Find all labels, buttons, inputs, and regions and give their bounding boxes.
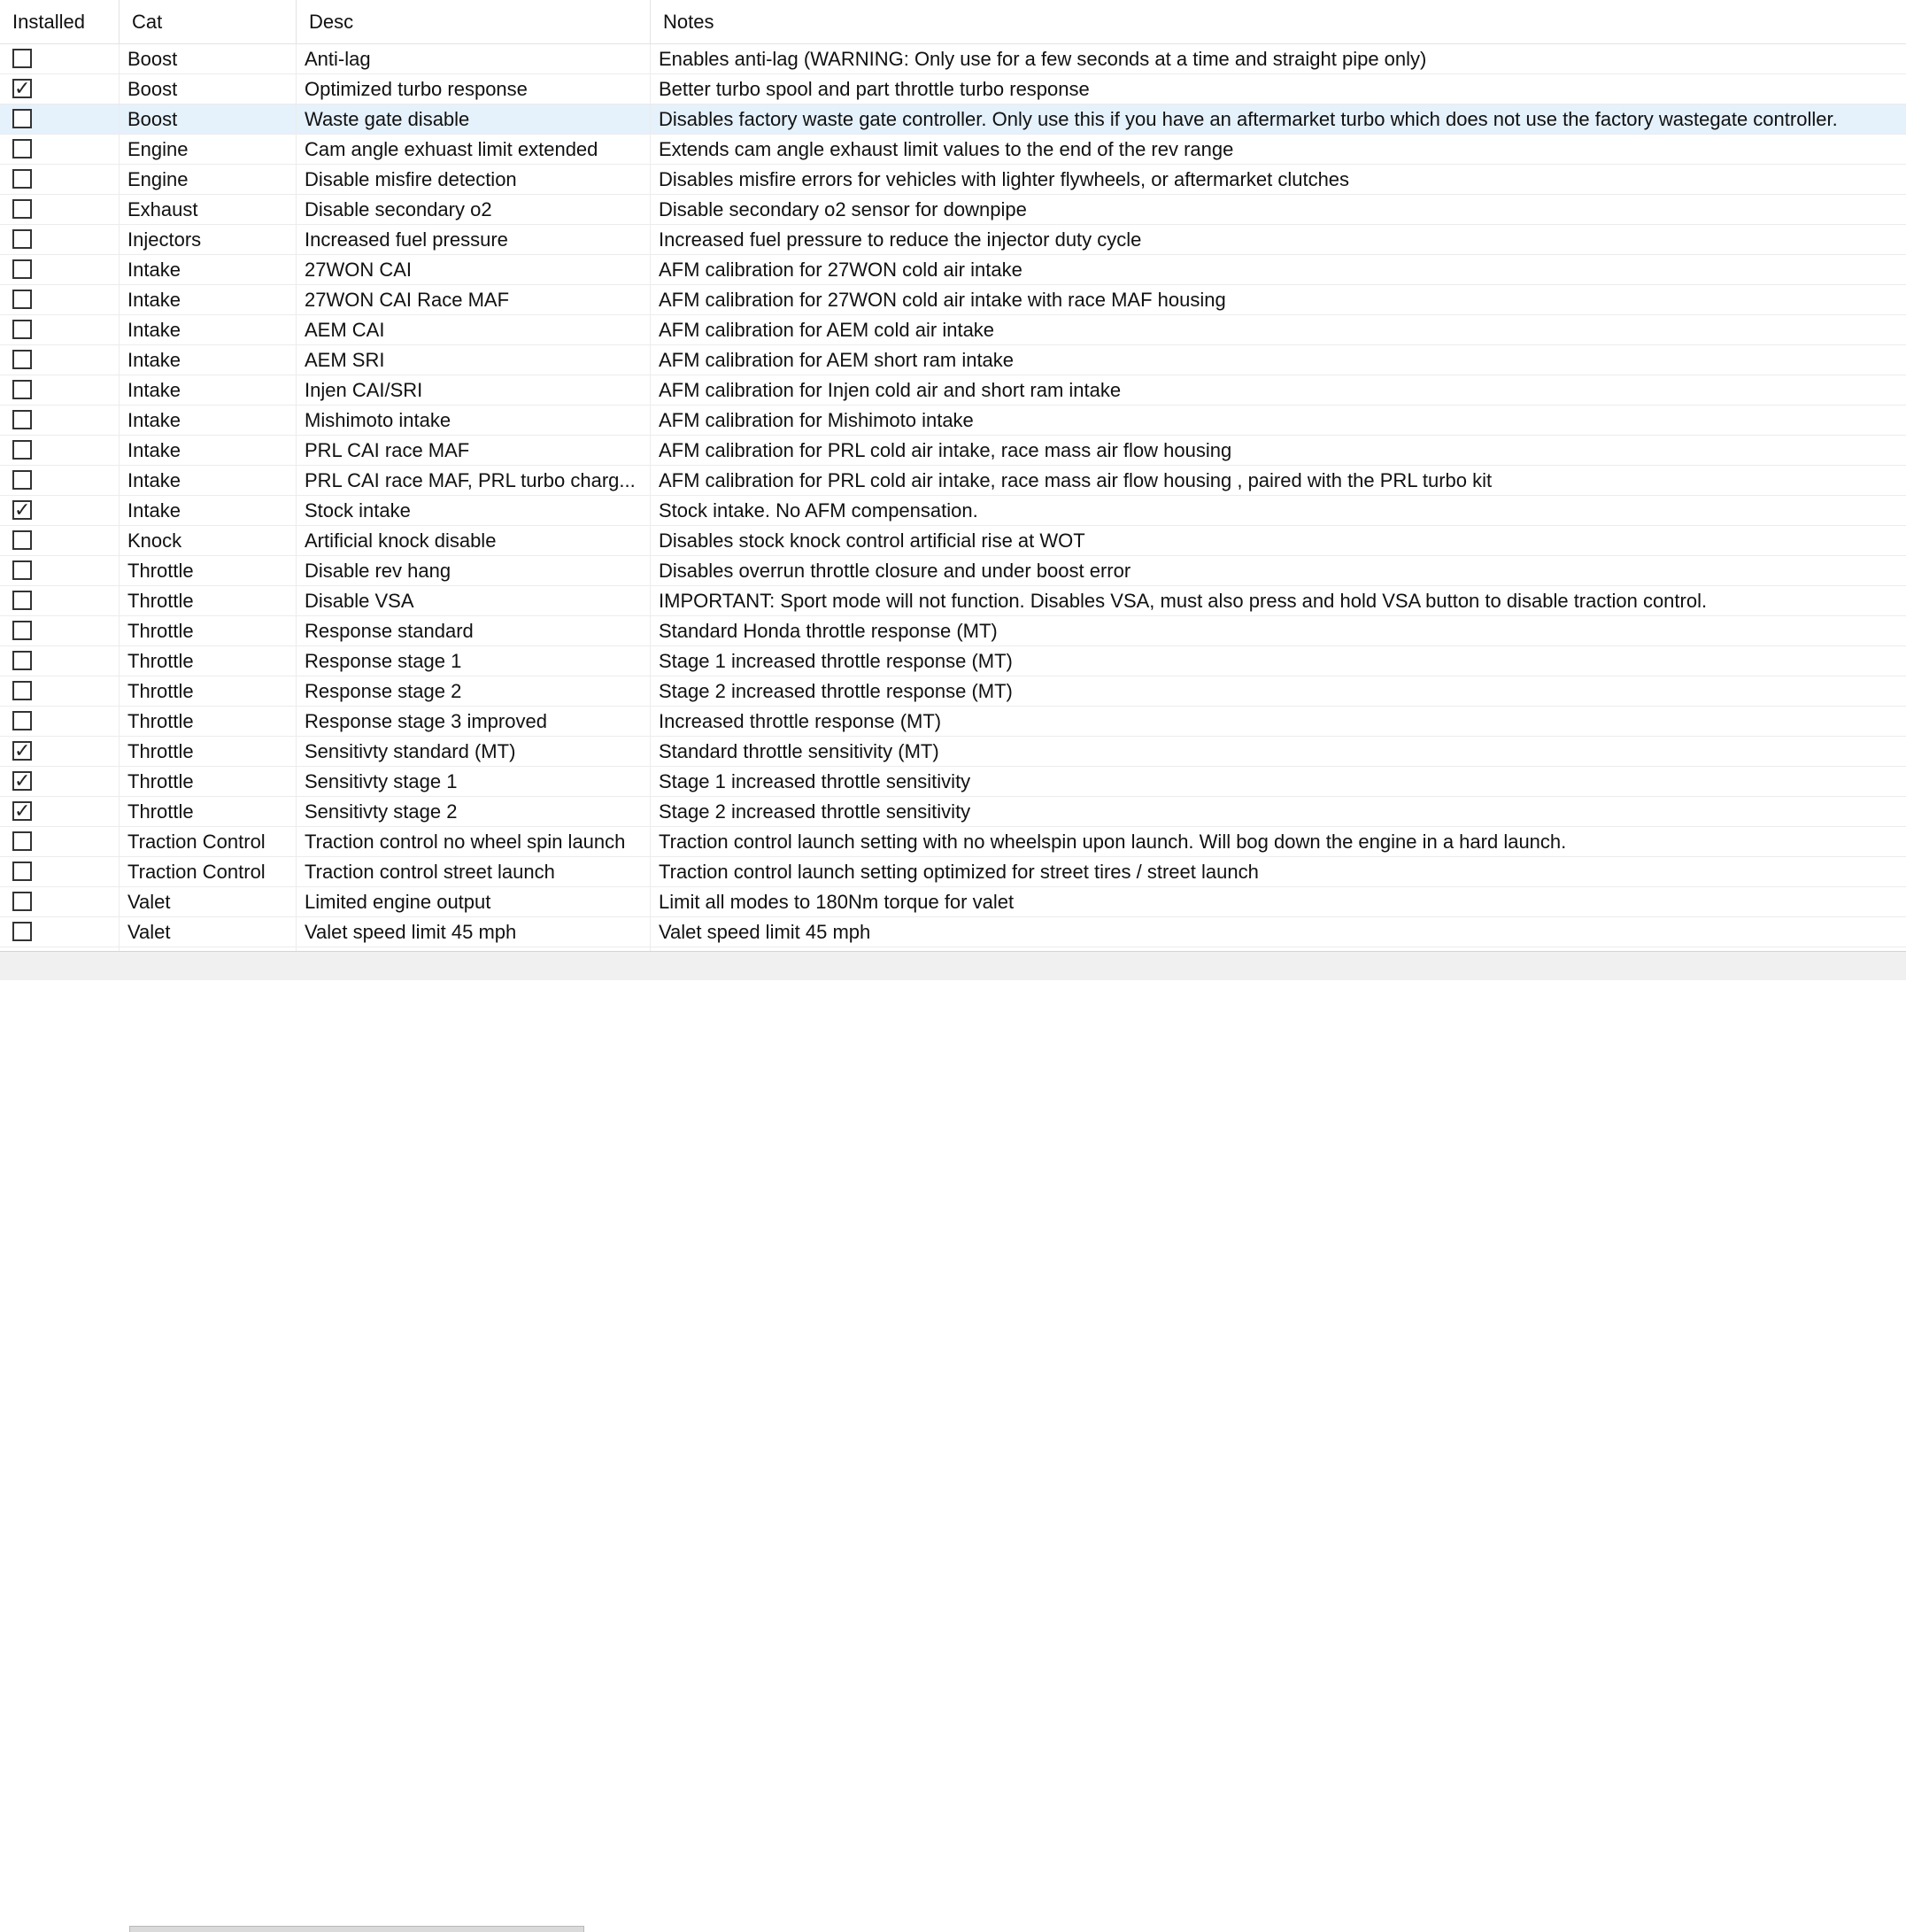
- installed-cell: [0, 857, 119, 886]
- table-row[interactable]: [0, 225, 1906, 255]
- installed-checkbox[interactable]: [12, 831, 32, 851]
- desc-cell: Response standard: [305, 620, 474, 642]
- notes-cell: AFM calibration for PRL cold air intake, race mass air flow housing: [659, 439, 1232, 461]
- installed-cell: [0, 135, 119, 164]
- cat-cell: Intake: [127, 259, 181, 281]
- desc-cell: Limited engine output: [305, 891, 491, 913]
- cat-cell: Intake: [127, 349, 181, 371]
- cat-cell: Exhaust: [127, 198, 198, 220]
- installed-cell: [0, 255, 119, 284]
- table-row[interactable]: [0, 104, 1906, 135]
- table-row[interactable]: [0, 797, 1906, 827]
- installed-checkbox[interactable]: [12, 801, 32, 821]
- desc-cell: Cam angle exhuast limit extended: [305, 138, 598, 160]
- horizontal-scrollbar-thumb[interactable]: [129, 1926, 584, 1932]
- table-row[interactable]: [0, 74, 1906, 104]
- installed-cell: [0, 737, 119, 766]
- cat-cell: Injectors: [127, 228, 202, 251]
- installed-cell: [0, 345, 119, 375]
- table-row[interactable]: [0, 496, 1906, 526]
- installed-checkbox[interactable]: [12, 380, 32, 399]
- table-row[interactable]: [0, 827, 1906, 857]
- table-row[interactable]: [0, 917, 1906, 947]
- notes-cell: Extends cam angle exhaust limit values to the end of the rev range: [659, 138, 1234, 160]
- installed-checkbox[interactable]: [12, 49, 32, 68]
- desc-cell: AEM CAI: [305, 319, 385, 341]
- cat-cell: Knock: [127, 529, 182, 552]
- installed-checkbox[interactable]: [12, 892, 32, 911]
- notes-cell: AFM calibration for Mishimoto intake: [659, 409, 974, 431]
- table-row[interactable]: [0, 195, 1906, 225]
- cat-cell: Intake: [127, 499, 181, 522]
- notes-cell: Stage 2 increased throttle sensitivity: [659, 800, 971, 823]
- desc-cell: PRL CAI race MAF, PRL turbo charg...: [305, 469, 636, 491]
- installed-cell: [0, 104, 119, 134]
- installed-cell: [0, 887, 119, 916]
- table-row[interactable]: [0, 375, 1906, 406]
- notes-cell: Standard Honda throttle response (MT): [659, 620, 998, 642]
- installed-cell: [0, 315, 119, 344]
- cat-cell: Throttle: [127, 710, 194, 732]
- installed-cell: [0, 797, 119, 826]
- installed-checkbox[interactable]: [12, 109, 32, 128]
- notes-cell: Disables misfire errors for vehicles with lighter flywheels, or aftermarket clutches: [659, 168, 1350, 190]
- installed-checkbox[interactable]: [12, 711, 32, 730]
- installed-cell: [0, 225, 119, 254]
- cat-cell: Valet: [127, 921, 171, 943]
- table-row[interactable]: [0, 646, 1906, 676]
- cat-cell: Intake: [127, 469, 181, 491]
- column-header-installed[interactable]: Installed: [12, 11, 85, 33]
- desc-cell: Increased fuel pressure: [305, 228, 508, 251]
- notes-cell: AFM calibration for PRL cold air intake, race mass air flow housing , paired with the PRL turbo kit: [659, 469, 1493, 491]
- installed-checkbox[interactable]: [12, 229, 32, 249]
- desc-cell: Waste gate disable: [305, 108, 470, 130]
- installed-checkbox[interactable]: [12, 470, 32, 490]
- checkmark-icon: ✓: [14, 769, 31, 792]
- installed-checkbox[interactable]: [12, 862, 32, 881]
- installed-checkbox[interactable]: [12, 560, 32, 580]
- desc-cell: Valet speed limit 45 mph: [305, 921, 517, 943]
- cat-cell: Traction Control: [127, 861, 266, 883]
- cat-cell: Valet: [127, 891, 171, 913]
- table-row[interactable]: [0, 737, 1906, 767]
- desc-cell: Traction control street launch: [305, 861, 555, 883]
- installed-cell: [0, 44, 119, 73]
- cat-cell: Traction Control: [127, 831, 266, 853]
- desc-cell: Anti-lag: [305, 48, 371, 70]
- notes-cell: Disables stock knock control artificial rise at WOT: [659, 529, 1085, 552]
- notes-cell: Enables anti-lag (WARNING: Only use for a few seconds at a time and straight pipe only): [659, 48, 1427, 70]
- notes-cell: Limit all modes to 180Nm torque for valet: [659, 891, 1015, 913]
- checkmark-icon: ✓: [14, 800, 31, 822]
- cat-cell: Throttle: [127, 620, 194, 642]
- notes-cell: Stage 1 increased throttle sensitivity: [659, 770, 971, 792]
- cat-cell: Intake: [127, 409, 181, 431]
- installed-cell: [0, 74, 119, 104]
- table-row[interactable]: [0, 406, 1906, 436]
- installed-cell: [0, 676, 119, 706]
- installed-cell: [0, 165, 119, 194]
- notes-cell: Stage 2 increased throttle response (MT): [659, 680, 1013, 702]
- installed-checkbox[interactable]: [12, 771, 32, 791]
- installed-cell: [0, 496, 119, 525]
- desc-cell: Response stage 2: [305, 680, 462, 702]
- cat-cell: Throttle: [127, 590, 194, 612]
- column-header-desc[interactable]: Desc: [296, 0, 650, 43]
- desc-cell: Sensitivty stage 2: [305, 800, 458, 823]
- desc-cell: PRL CAI race MAF: [305, 439, 470, 461]
- desc-cell: Disable rev hang: [305, 560, 451, 582]
- installed-checkbox[interactable]: [12, 922, 32, 941]
- installed-cell: [0, 195, 119, 224]
- installed-checkbox[interactable]: [12, 320, 32, 339]
- installed-cell: [0, 375, 119, 405]
- installed-checkbox[interactable]: [12, 500, 32, 520]
- installed-cell: [0, 827, 119, 856]
- notes-cell: Better turbo spool and part throttle turbo response: [659, 78, 1090, 100]
- installed-checkbox[interactable]: [12, 290, 32, 309]
- column-header-notes[interactable]: Notes: [650, 0, 1906, 43]
- installed-checkbox[interactable]: [12, 199, 32, 219]
- desc-cell: Artificial knock disable: [305, 529, 497, 552]
- desc-cell: Injen CAI/SRI: [305, 379, 423, 401]
- cat-cell: Throttle: [127, 770, 194, 792]
- table-row[interactable]: [0, 466, 1906, 496]
- cat-cell: Throttle: [127, 560, 194, 582]
- desc-cell: Stock intake: [305, 499, 411, 522]
- notes-cell: Traction control launch setting with no wheelspin upon launch. Will bog down the engine in a hard launch.: [659, 831, 1567, 853]
- table-row[interactable]: [0, 707, 1906, 737]
- notes-cell: Disable secondary o2 sensor for downpipe: [659, 198, 1027, 220]
- column-divider: [296, 44, 297, 951]
- notes-cell: Disables factory waste gate controller. Only use this if you have an aftermarket turbo which does not use the factory wastegate controller.: [659, 108, 1838, 130]
- table-row[interactable]: [0, 616, 1906, 646]
- table-row[interactable]: [0, 255, 1906, 285]
- table-row[interactable]: [0, 526, 1906, 556]
- notes-cell: Increased throttle response (MT): [659, 710, 942, 732]
- installed-checkbox[interactable]: [12, 139, 32, 158]
- cat-cell: Engine: [127, 138, 189, 160]
- desc-cell: Response stage 1: [305, 650, 462, 672]
- table-row[interactable]: [0, 285, 1906, 315]
- cat-cell: Intake: [127, 289, 181, 311]
- checkmark-icon: ✓: [14, 77, 31, 99]
- notes-cell: AFM calibration for AEM cold air intake: [659, 319, 995, 341]
- table-row[interactable]: [0, 44, 1906, 74]
- desc-cell: Response stage 3 improved: [305, 710, 547, 732]
- notes-cell: AFM calibration for Injen cold air and short ram intake: [659, 379, 1122, 401]
- desc-cell: Disable VSA: [305, 590, 414, 612]
- patch-list-table: [0, 0, 1906, 947]
- notes-cell: Disables overrun throttle closure and under boost error: [659, 560, 1131, 582]
- table-row[interactable]: [0, 676, 1906, 707]
- desc-cell: Sensitivty stage 1: [305, 770, 458, 792]
- installed-checkbox[interactable]: [12, 591, 32, 610]
- cat-cell: Throttle: [127, 680, 194, 702]
- installed-checkbox[interactable]: [12, 79, 32, 98]
- notes-cell: Stage 1 increased throttle response (MT): [659, 650, 1013, 672]
- cat-cell: Boost: [127, 48, 178, 70]
- notes-cell: Increased fuel pressure to reduce the injector duty cycle: [659, 228, 1142, 251]
- cat-cell: Engine: [127, 168, 189, 190]
- installed-cell: [0, 466, 119, 495]
- installed-cell: [0, 526, 119, 555]
- desc-cell: Sensitivty standard (MT): [305, 740, 516, 762]
- column-header-cat[interactable]: Cat: [119, 0, 296, 43]
- table-row[interactable]: [0, 857, 1906, 887]
- table-row[interactable]: [0, 556, 1906, 586]
- desc-cell: Traction control no wheel spin launch: [305, 831, 626, 853]
- checkmark-icon: ✓: [14, 498, 31, 521]
- table-row[interactable]: [0, 887, 1906, 917]
- installed-checkbox[interactable]: [12, 350, 32, 369]
- installed-cell: [0, 436, 119, 465]
- installed-checkbox[interactable]: [12, 169, 32, 189]
- table-row[interactable]: [0, 135, 1906, 165]
- installed-cell: [0, 616, 119, 645]
- table-row[interactable]: [0, 436, 1906, 466]
- installed-checkbox[interactable]: [12, 741, 32, 761]
- installed-cell: [0, 707, 119, 736]
- desc-cell: Optimized turbo response: [305, 78, 528, 100]
- column-divider: [119, 44, 120, 951]
- cat-cell: Throttle: [127, 650, 194, 672]
- table-body: [0, 44, 1906, 947]
- desc-cell: Disable misfire detection: [305, 168, 517, 190]
- notes-cell: Traction control launch setting optimized for street tires / street launch: [659, 861, 1259, 883]
- cat-cell: Intake: [127, 439, 181, 461]
- column-divider: [650, 44, 651, 951]
- cat-cell: Intake: [127, 319, 181, 341]
- installed-cell: [0, 285, 119, 314]
- cat-cell: Boost: [127, 78, 178, 100]
- desc-cell: AEM SRI: [305, 349, 385, 371]
- horizontal-scrollbar-track[interactable]: [0, 951, 1906, 980]
- checkmark-icon: ✓: [14, 739, 31, 761]
- desc-cell: Mishimoto intake: [305, 409, 451, 431]
- table-row[interactable]: [0, 165, 1906, 195]
- installed-checkbox[interactable]: [12, 259, 32, 279]
- installed-checkbox[interactable]: [12, 410, 32, 429]
- cat-cell: Intake: [127, 379, 181, 401]
- table-row[interactable]: [0, 315, 1906, 345]
- installed-cell: [0, 556, 119, 585]
- installed-cell: [0, 586, 119, 615]
- installed-cell: [0, 767, 119, 796]
- table-row[interactable]: [0, 767, 1906, 797]
- notes-cell: Valet speed limit 45 mph: [659, 921, 871, 943]
- cat-cell: Throttle: [127, 800, 194, 823]
- cat-cell: Boost: [127, 108, 178, 130]
- installed-cell: [0, 646, 119, 676]
- notes-cell: Standard throttle sensitivity (MT): [659, 740, 939, 762]
- table-row[interactable]: [0, 345, 1906, 375]
- notes-cell: AFM calibration for 27WON cold air intake with race MAF housing: [659, 289, 1226, 311]
- installed-cell: [0, 406, 119, 435]
- installed-checkbox[interactable]: [12, 621, 32, 640]
- notes-cell: AFM calibration for 27WON cold air intake: [659, 259, 1022, 281]
- desc-cell: Disable secondary o2: [305, 198, 492, 220]
- installed-cell: [0, 917, 119, 947]
- installed-checkbox[interactable]: [12, 681, 32, 700]
- table-header: [0, 0, 1906, 44]
- installed-checkbox[interactable]: [12, 651, 32, 670]
- installed-checkbox[interactable]: [12, 440, 32, 460]
- notes-cell: Stock intake. No AFM compensation.: [659, 499, 978, 522]
- desc-cell: 27WON CAI: [305, 259, 413, 281]
- notes-cell: IMPORTANT: Sport mode will not function. Disables VSA, must also press and hold VSA button to disable traction control.: [659, 590, 1708, 612]
- desc-cell: 27WON CAI Race MAF: [305, 289, 510, 311]
- cat-cell: Throttle: [127, 740, 194, 762]
- installed-checkbox[interactable]: [12, 530, 32, 550]
- notes-cell: AFM calibration for AEM short ram intake: [659, 349, 1015, 371]
- table-row[interactable]: [0, 586, 1906, 616]
